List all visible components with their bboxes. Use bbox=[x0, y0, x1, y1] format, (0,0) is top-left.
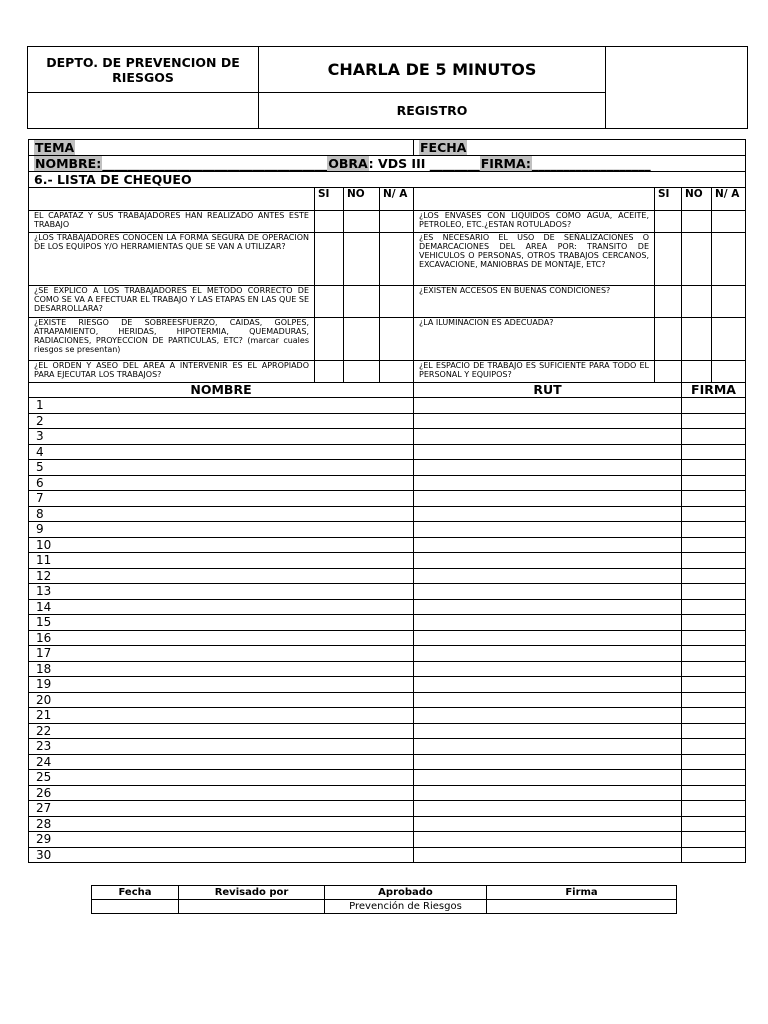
checkbox-si[interactable] bbox=[655, 233, 682, 286]
attendee-rut-cell[interactable] bbox=[414, 553, 682, 569]
attendee-rut-cell[interactable] bbox=[414, 444, 682, 460]
fecha-label: FECHA bbox=[420, 140, 467, 155]
checklist-question: ¿ES NECESARIO EL USO DE SEÑALIZACIONES O DEMARCACIONES DEL AREA POR: TRANSITO DE VEHICULOS O PERSONAS, OTROS TRABAJOS CERCANOS, EXCAVACIONE, MANIOBRAS DE MONTAJE, ETC? bbox=[414, 233, 655, 286]
tema-label: TEMA bbox=[35, 140, 75, 155]
attendee-firma-cell[interactable] bbox=[682, 413, 746, 429]
blank-header bbox=[29, 188, 315, 211]
checkbox-na[interactable] bbox=[712, 233, 746, 286]
attendee-firma-cell[interactable] bbox=[682, 460, 746, 476]
attendee-nombre-cell[interactable]: 25 bbox=[29, 770, 414, 786]
checkbox-no[interactable] bbox=[344, 233, 380, 286]
attendee-rut-cell[interactable] bbox=[414, 785, 682, 801]
attendee-rut-cell[interactable] bbox=[414, 584, 682, 600]
attendee-firma-cell[interactable] bbox=[682, 568, 746, 584]
attendee-rut-cell[interactable] bbox=[414, 429, 682, 445]
checkbox-no[interactable] bbox=[344, 361, 380, 383]
attendee-firma-cell[interactable] bbox=[682, 739, 746, 755]
blank-cell bbox=[28, 93, 259, 129]
attendee-firma-cell[interactable] bbox=[682, 584, 746, 600]
obra-value: : VDS III ________ bbox=[368, 156, 480, 171]
checkbox-no[interactable] bbox=[682, 318, 712, 361]
attendee-nombre-cell[interactable]: 1 bbox=[29, 398, 414, 414]
attendee-nombre-cell[interactable]: 15 bbox=[29, 615, 414, 631]
col-na-right: N/ A bbox=[712, 188, 746, 211]
checkbox-si[interactable] bbox=[655, 318, 682, 361]
attendee-row bbox=[29, 491, 746, 507]
attendee-row bbox=[29, 584, 746, 600]
attendee-row bbox=[29, 677, 746, 693]
attendee-firma-cell[interactable] bbox=[682, 646, 746, 662]
attendee-rut-cell[interactable] bbox=[414, 661, 682, 677]
firma-label: FIRMA: bbox=[480, 156, 531, 171]
checkbox-na[interactable] bbox=[380, 233, 414, 286]
checkbox-na[interactable] bbox=[712, 286, 746, 318]
attendee-nombre-cell[interactable]: 20 bbox=[29, 692, 414, 708]
attendee-row bbox=[29, 398, 746, 414]
attendee-rows bbox=[29, 398, 746, 863]
attendee-row bbox=[29, 506, 746, 522]
blank-header bbox=[414, 188, 655, 211]
attendee-rut-cell[interactable] bbox=[414, 832, 682, 848]
attendee-row bbox=[29, 708, 746, 724]
attendee-nombre-cell[interactable]: 18 bbox=[29, 661, 414, 677]
attendee-nombre-cell[interactable]: 17 bbox=[29, 646, 414, 662]
checklist-question: ¿LOS TRABAJADORES CONOCEN LA FORMA SEGURA DE OPERACION DE LOS EQUIPOS Y/O HERRAMIENTAS QUE SE VAN A UTILIZAR? bbox=[29, 233, 315, 286]
attendee-nombre-cell[interactable]: 5 bbox=[29, 460, 414, 476]
attendee-rut-cell[interactable] bbox=[414, 677, 682, 693]
attendee-nombre-cell[interactable]: 3 bbox=[29, 429, 414, 445]
attendee-rut-cell[interactable] bbox=[414, 816, 682, 832]
attendee-nombre-cell[interactable]: 24 bbox=[29, 754, 414, 770]
attendee-row bbox=[29, 537, 746, 553]
attendee-rut-cell[interactable] bbox=[414, 770, 682, 786]
checkbox-na[interactable] bbox=[712, 318, 746, 361]
attendee-rut-cell[interactable] bbox=[414, 739, 682, 755]
checkbox-si[interactable] bbox=[655, 286, 682, 318]
attendee-row bbox=[29, 615, 746, 631]
attendee-firma-cell[interactable] bbox=[682, 832, 746, 848]
attendee-nombre-cell[interactable]: 6 bbox=[29, 475, 414, 491]
attendee-nombre-cell[interactable]: 12 bbox=[29, 568, 414, 584]
checkbox-na[interactable] bbox=[380, 211, 414, 233]
firma-line: ___________________ bbox=[531, 156, 651, 171]
attendee-firma-cell[interactable] bbox=[682, 677, 746, 693]
footer-revisado-value[interactable] bbox=[179, 900, 325, 914]
attendee-firma-cell[interactable] bbox=[682, 553, 746, 569]
attendee-firma-cell[interactable] bbox=[682, 429, 746, 445]
obra-label: OBRA bbox=[328, 156, 368, 171]
attendee-rut-cell[interactable] bbox=[414, 847, 682, 863]
attendee-rut-cell[interactable] bbox=[414, 398, 682, 414]
fecha-field[interactable] bbox=[414, 140, 746, 156]
attendee-row bbox=[29, 429, 746, 445]
checkbox-no[interactable] bbox=[682, 361, 712, 383]
attendee-rut-cell[interactable] bbox=[414, 646, 682, 662]
footer-aprobado: Aprobado bbox=[325, 886, 487, 900]
col-firma-header: FIRMA bbox=[682, 383, 746, 398]
attendee-rut-cell[interactable] bbox=[414, 506, 682, 522]
attendee-nombre-cell[interactable]: 28 bbox=[29, 816, 414, 832]
attendee-firma-cell[interactable] bbox=[682, 630, 746, 646]
attendee-rut-cell[interactable] bbox=[414, 568, 682, 584]
attendee-row bbox=[29, 754, 746, 770]
tema-field[interactable] bbox=[29, 140, 414, 156]
attendee-row bbox=[29, 770, 746, 786]
col-na-left: N/ A bbox=[380, 188, 414, 211]
checkbox-na[interactable] bbox=[380, 286, 414, 318]
attendee-rut-cell[interactable] bbox=[414, 413, 682, 429]
attendee-row bbox=[29, 801, 746, 817]
attendee-rut-cell[interactable] bbox=[414, 537, 682, 553]
attendee-nombre-cell[interactable]: 2 bbox=[29, 413, 414, 429]
attendee-firma-cell[interactable] bbox=[682, 770, 746, 786]
attendee-row bbox=[29, 568, 746, 584]
checklist-question: ¿EL ESPACIO DE TRABAJO ES SUFICIENTE PARA TODO EL PERSONAL Y EQUIPOS? bbox=[414, 361, 655, 383]
checklist-question: ¿EXISTEN ACCESOS EN BUENAS CONDICIONES? bbox=[414, 286, 655, 318]
attendee-firma-cell[interactable] bbox=[682, 816, 746, 832]
col-nombre-header: NOMBRE bbox=[29, 383, 414, 398]
attendee-firma-cell[interactable] bbox=[682, 661, 746, 677]
attendee-nombre-cell[interactable]: 21 bbox=[29, 708, 414, 724]
checkbox-si[interactable] bbox=[655, 211, 682, 233]
checkbox-si[interactable] bbox=[315, 318, 344, 361]
attendee-firma-cell[interactable] bbox=[682, 708, 746, 724]
attendee-rut-cell[interactable] bbox=[414, 460, 682, 476]
attendee-rut-cell[interactable] bbox=[414, 615, 682, 631]
attendee-rut-cell[interactable] bbox=[414, 491, 682, 507]
attendee-row bbox=[29, 522, 746, 538]
attendee-nombre-cell[interactable]: 4 bbox=[29, 444, 414, 460]
nombre-label: NOMBRE: bbox=[35, 156, 102, 171]
attendee-rut-cell[interactable] bbox=[414, 599, 682, 615]
attendee-row bbox=[29, 785, 746, 801]
attendee-row bbox=[29, 661, 746, 677]
checkbox-na[interactable] bbox=[712, 361, 746, 383]
attendee-nombre-cell[interactable]: 30 bbox=[29, 847, 414, 863]
attendee-nombre-cell[interactable]: 29 bbox=[29, 832, 414, 848]
checklist-question: EL CAPATAZ Y SUS TRABAJADORES HAN REALIZADO ANTES ESTE TRABAJO bbox=[29, 211, 315, 233]
attendee-firma-cell[interactable] bbox=[682, 692, 746, 708]
attendee-row bbox=[29, 692, 746, 708]
attendee-nombre-cell[interactable]: 19 bbox=[29, 677, 414, 693]
checklist-question: ¿EL ORDEN Y ASEO DEL AREA A INTERVENIR ES EL APROPIADO PARA EJECUTAR LOS TRABAJOS? bbox=[29, 361, 315, 383]
form-table bbox=[28, 139, 746, 863]
attendee-firma-cell[interactable] bbox=[682, 444, 746, 460]
col-no-right: NO bbox=[682, 188, 712, 211]
checkbox-si[interactable] bbox=[315, 211, 344, 233]
attendee-row bbox=[29, 630, 746, 646]
checklist-question: ¿SE EXPLICO A LOS TRABAJADORES EL METODO CORRECTO DE COMO SE VA A EFECTUAR EL TRABAJO Y LAS ETAPAS EN LAS QUE SE DESARROLLARA? bbox=[29, 286, 315, 318]
approval-table bbox=[91, 885, 677, 914]
attendee-nombre-cell[interactable]: 9 bbox=[29, 522, 414, 538]
attendee-firma-cell[interactable] bbox=[682, 801, 746, 817]
footer-firma: Firma bbox=[487, 886, 677, 900]
attendee-nombre-cell[interactable]: 23 bbox=[29, 739, 414, 755]
checkbox-si[interactable] bbox=[315, 233, 344, 286]
department-name: DEPTO. DE PREVENCION DE RIESGOS bbox=[28, 47, 259, 93]
attendee-firma-cell[interactable] bbox=[682, 522, 746, 538]
attendee-firma-cell[interactable] bbox=[682, 785, 746, 801]
checklist-question: ¿LA ILUMINACION ES ADECUADA? bbox=[414, 318, 655, 361]
attendee-firma-cell[interactable] bbox=[682, 491, 746, 507]
attendee-nombre-cell[interactable]: 27 bbox=[29, 801, 414, 817]
document-title: CHARLA DE 5 MINUTOS bbox=[259, 47, 606, 93]
footer-revisado: Revisado por bbox=[179, 886, 325, 900]
checkbox-si[interactable] bbox=[315, 286, 344, 318]
attendee-firma-cell[interactable] bbox=[682, 398, 746, 414]
checkbox-si[interactable] bbox=[315, 361, 344, 383]
attendee-nombre-cell[interactable]: 16 bbox=[29, 630, 414, 646]
attendee-row bbox=[29, 599, 746, 615]
document-header bbox=[27, 46, 748, 129]
attendee-nombre-cell[interactable]: 14 bbox=[29, 599, 414, 615]
attendee-rut-cell[interactable] bbox=[414, 754, 682, 770]
checkbox-na[interactable] bbox=[712, 211, 746, 233]
checkbox-no[interactable] bbox=[344, 286, 380, 318]
attendee-nombre-cell[interactable]: 13 bbox=[29, 584, 414, 600]
attendee-rut-cell[interactable] bbox=[414, 801, 682, 817]
checkbox-no[interactable] bbox=[682, 233, 712, 286]
footer-fecha: Fecha bbox=[92, 886, 179, 900]
attendee-firma-cell[interactable] bbox=[682, 537, 746, 553]
checkbox-no[interactable] bbox=[682, 211, 712, 233]
attendee-row bbox=[29, 723, 746, 739]
section-title: 6.- LISTA DE CHEQUEO bbox=[29, 172, 746, 188]
checkbox-no[interactable] bbox=[344, 318, 380, 361]
nombre-obra-firma-row[interactable] bbox=[29, 156, 746, 172]
col-no-left: NO bbox=[344, 188, 380, 211]
attendee-nombre-cell[interactable]: 11 bbox=[29, 553, 414, 569]
attendee-row bbox=[29, 832, 746, 848]
checkbox-na[interactable] bbox=[380, 361, 414, 383]
checkbox-si[interactable] bbox=[655, 361, 682, 383]
attendee-rut-cell[interactable] bbox=[414, 708, 682, 724]
checklist-question: ¿EXISTE RIESGO DE SOBREESFUERZO, CAIDAS, GOLPES, ATRAPAMIENTO, HERIDAS, HIPOTERMIA, QUEMADURAS, RADIACIONES, PROYECCION DE PARTICULAS, ETC? (marcar cuales riesgos se presentan) bbox=[29, 318, 315, 361]
attendee-nombre-cell[interactable]: 8 bbox=[29, 506, 414, 522]
attendee-nombre-cell[interactable]: 10 bbox=[29, 537, 414, 553]
attendee-rut-cell[interactable] bbox=[414, 475, 682, 491]
attendee-firma-cell[interactable] bbox=[682, 723, 746, 739]
attendee-rut-cell[interactable] bbox=[414, 630, 682, 646]
document-subtitle: REGISTRO bbox=[259, 93, 606, 129]
attendee-firma-cell[interactable] bbox=[682, 506, 746, 522]
attendee-firma-cell[interactable] bbox=[682, 615, 746, 631]
attendee-row bbox=[29, 847, 746, 863]
attendee-row bbox=[29, 413, 746, 429]
attendee-row bbox=[29, 475, 746, 491]
attendee-row bbox=[29, 444, 746, 460]
logo-box bbox=[606, 47, 748, 129]
attendee-row bbox=[29, 460, 746, 476]
checklist-question: ¿LOS ENVASES CON LIQUIDOS COMO AGUA, ACEITE, PETROLEO, ETC.¿ESTAN ROTULADOS? bbox=[414, 211, 655, 233]
attendee-row bbox=[29, 646, 746, 662]
attendee-firma-cell[interactable] bbox=[682, 599, 746, 615]
col-si-right: SI bbox=[655, 188, 682, 211]
attendee-firma-cell[interactable] bbox=[682, 475, 746, 491]
checkbox-no[interactable] bbox=[344, 211, 380, 233]
attendee-rut-cell[interactable] bbox=[414, 692, 682, 708]
checkbox-no[interactable] bbox=[682, 286, 712, 318]
attendee-firma-cell[interactable] bbox=[682, 847, 746, 863]
attendee-nombre-cell[interactable]: 26 bbox=[29, 785, 414, 801]
attendee-firma-cell[interactable] bbox=[682, 754, 746, 770]
attendee-rut-cell[interactable] bbox=[414, 522, 682, 538]
footer-firma-value[interactable] bbox=[487, 900, 677, 914]
col-si-left: SI bbox=[315, 188, 344, 211]
attendee-nombre-cell[interactable]: 7 bbox=[29, 491, 414, 507]
attendee-row bbox=[29, 816, 746, 832]
checkbox-na[interactable] bbox=[380, 318, 414, 361]
attendee-row bbox=[29, 739, 746, 755]
attendee-rut-cell[interactable] bbox=[414, 723, 682, 739]
attendee-nombre-cell[interactable]: 22 bbox=[29, 723, 414, 739]
nombre-line: ____________________________________ bbox=[102, 156, 328, 171]
footer-fecha-value[interactable] bbox=[92, 900, 179, 914]
attendee-row bbox=[29, 553, 746, 569]
col-rut-header: RUT bbox=[414, 383, 682, 398]
footer-aprobado-value: Prevención de Riesgos bbox=[325, 900, 487, 914]
